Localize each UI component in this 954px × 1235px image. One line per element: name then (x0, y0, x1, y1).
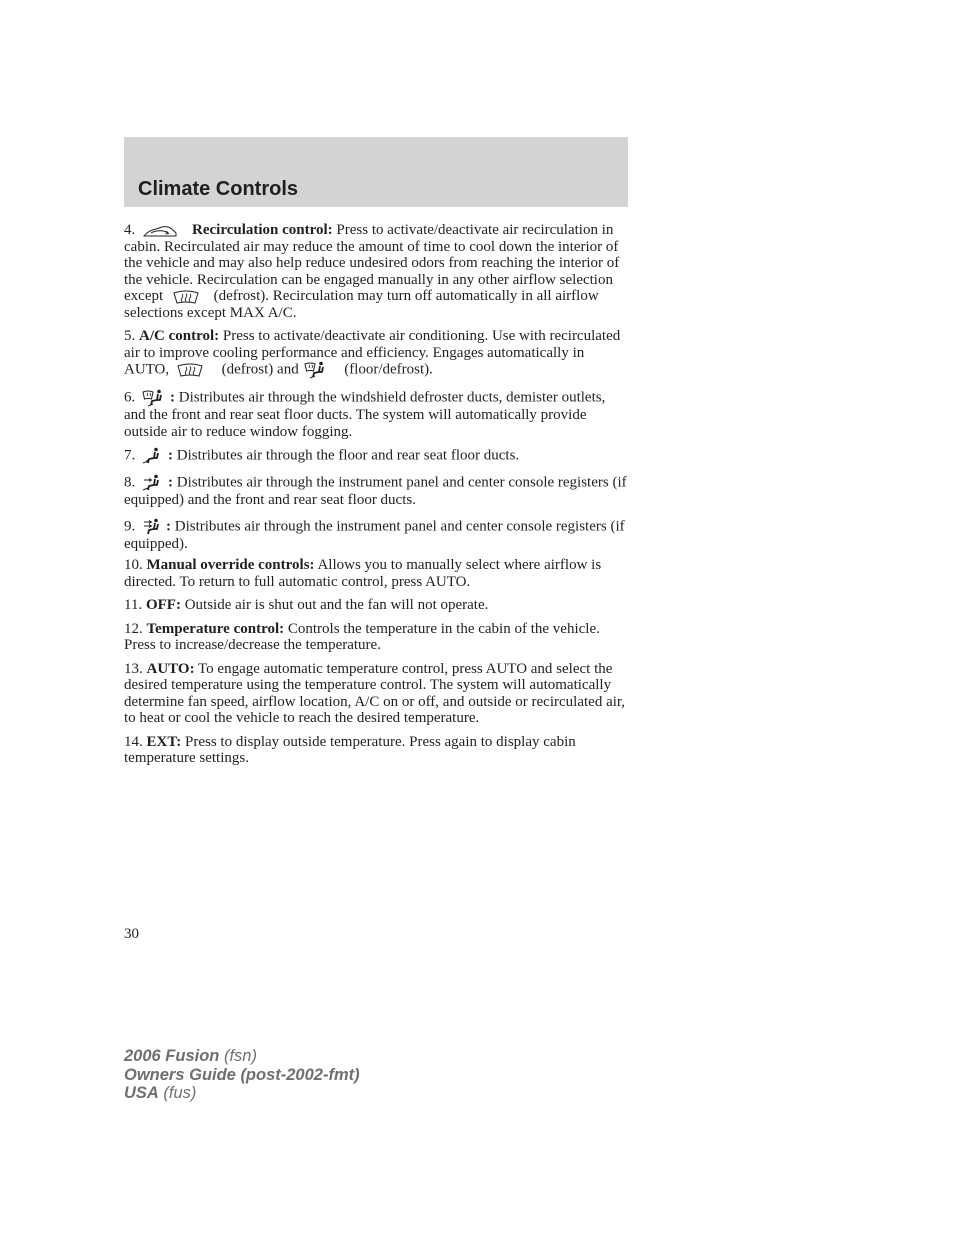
item-number: 8. (124, 474, 136, 491)
page-number: 30 (124, 926, 139, 942)
item-term: OFF: (145, 597, 181, 614)
item-text: Distributes air through the windshield defroster ducts, demister outlets, and the front and rear seat floor ducts. The system will automatically provide outside air to reduce window fogging. (124, 389, 606, 440)
item-term: EXT: (146, 733, 182, 750)
item-number: 4. (124, 222, 136, 238)
item-text: To engage automatic temperature control, press AUTO and select the desired temperature using the temperature control. The system will automatically determine fan speed, airflow location, A/C on or off, and outside or recirculated air, to heat or cool the vehicle to reach the desired temperature. (124, 660, 626, 727)
item-term: : (170, 389, 175, 406)
list-item-8 (124, 474, 630, 509)
item-text: Press to display outside temperature. Press again to display cabin temperature settings. (124, 733, 576, 767)
item-number: 6. (124, 389, 136, 406)
item-number: 10. (124, 557, 143, 574)
item-number: 9. (124, 518, 136, 535)
footer-market-code: (fus) (158, 1084, 197, 1102)
list-item-10 (124, 557, 630, 590)
recirculation-icon (142, 223, 178, 239)
document-footer (124, 1047, 360, 1103)
floor-defrost-icon (304, 361, 326, 379)
item-text: (defrost). Recirculation may turn off automatically in all airflow selections except MAX A/C. (124, 288, 599, 321)
windshield-defrost-icon (172, 289, 200, 305)
list-item-12 (124, 621, 630, 654)
item-text: (floor/defrost). (340, 361, 433, 378)
item-term: A/C control: (139, 328, 220, 345)
list-item-4 (124, 222, 630, 321)
list-item-6 (124, 389, 630, 440)
item-text: Controls the temperature in the cabin of the vehicle. Press to increase/decrease the temperature. (124, 620, 600, 654)
item-number: 12. (124, 620, 143, 637)
item-text: Press to activate/deactivate air recirculation in cabin. Recirculated air may reduce the amount of time to cool down the interior of the vehicle and may also help reduce undesired odors from reaching the interior of the vehicle. Recirculation can be engaged manually in any other airflow selection except (124, 222, 620, 305)
section-header-band (124, 137, 628, 207)
item-number: 5. (124, 328, 136, 345)
panel-floor-airflow-icon (142, 474, 162, 492)
item-number: 7. (124, 447, 136, 464)
footer-model-code: (fsn) (219, 1047, 257, 1065)
item-number: 14. (124, 733, 143, 750)
list-item-14 (124, 734, 630, 767)
item-list (124, 222, 630, 767)
list-item-7 (124, 447, 630, 465)
footer-guide: Owners Guide (post-2002-fmt) (124, 1065, 360, 1084)
list-item-9 (124, 518, 630, 553)
item-text: Allows you to manually select where airflow is directed. To return to full automatic control, press AUTO. (124, 557, 602, 590)
footer-line-2 (124, 1066, 360, 1085)
item-text: Outside air is shut out and the fan will not operate. (180, 597, 489, 614)
item-text: (defrost) and (217, 361, 303, 378)
floor-defrost-icon (142, 389, 164, 407)
list-item-5 (124, 328, 630, 379)
item-text: Distributes air through the instrument panel and center console registers (if equipped) and the front and rear seat floor ducts. (124, 474, 627, 509)
item-term: AUTO: (146, 660, 195, 677)
section-title: Climate Controls (138, 178, 299, 200)
item-text: Press to activate/deactivate air conditioning. Use with recirculated air to improve cooling performance and efficiency. Engages automatically in AUTO, (124, 328, 621, 378)
item-term: : (168, 447, 173, 464)
item-term: Temperature control: (146, 620, 285, 637)
item-text: Distributes air through the instrument panel and center console registers (if equipped). (124, 518, 625, 552)
windshield-defrost-icon (176, 362, 204, 378)
footer-model: 2006 Fusion (124, 1047, 220, 1065)
item-term: : (166, 518, 171, 535)
item-number: 13. (124, 660, 143, 677)
footer-line-1 (124, 1047, 360, 1066)
panel-airflow-icon (142, 518, 162, 536)
list-item-11 (124, 597, 630, 614)
item-term: Manual override controls: (146, 557, 315, 574)
item-term: Recirculation control: (192, 222, 333, 238)
list-item-13 (124, 661, 630, 727)
item-text: Distributes air through the floor and rear seat floor ducts. (173, 447, 520, 464)
footer-line-3 (124, 1084, 360, 1103)
item-term: : (168, 474, 173, 491)
item-number: 11. (124, 597, 143, 614)
footer-market: USA (124, 1084, 159, 1102)
floor-airflow-icon (142, 447, 162, 465)
